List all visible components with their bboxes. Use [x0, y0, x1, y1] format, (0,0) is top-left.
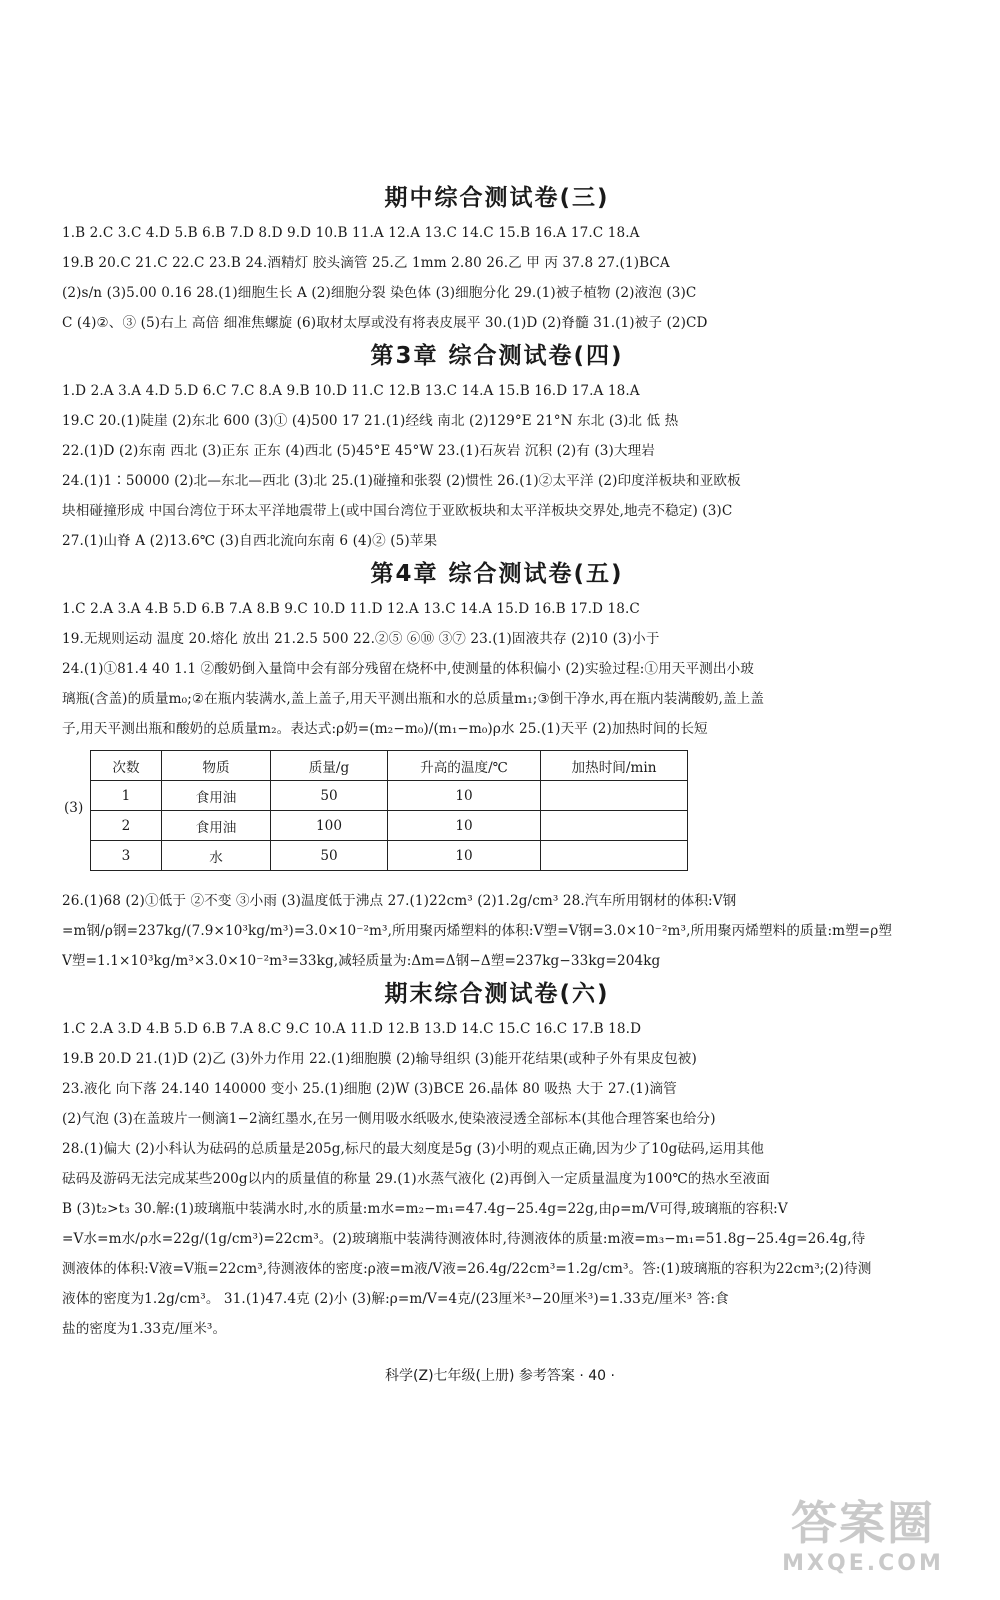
answer-line: 19.C 20.(1)陡崖 (2)东北 600 (3)① (4)500 17 21.(1)经线 南北 (2)129°E 21°N 东北 (3)北 低 热 [62, 413, 679, 429]
table-cell: 50 [271, 841, 388, 871]
answer-line: 22.(1)D (2)东南 西北 (3)正东 正东 (4)西北 (5)45°E 45°W 23.(1)石灰岩 沉积 (2)有 (3)大理岩 [62, 443, 655, 459]
answer-line: 子,用天平测出瓶和酸奶的总质量m₂。表达式:ρ奶=(m₂−m₀)/(m₁−m₀)ρ水 25.(1)天平 (2)加热时间的长短 [62, 721, 708, 737]
section-title-final-6: 期末综合测试卷(六) [384, 981, 610, 1007]
table-header-row [91, 751, 688, 781]
answer-line: (2)s/n (3)5.00 0.16 28.(1)细胞生长 A (2)细胞分裂 染色体 (3)细胞分化 29.(1)被子植物 (2)液泡 (3)C [62, 285, 697, 301]
table-label: (3) [64, 800, 84, 816]
answer-line: 1.B 2.C 3.C 4.D 5.B 6.B 7.D 8.D 9.D 10.B 11.A 12.A 13.C 14.C 15.B 16.A 17.C 18.A [62, 225, 640, 241]
answer-content [62, 180, 932, 1344]
table-header-cell: 物质 [162, 751, 271, 781]
table-header-cell: 质量/g [271, 751, 388, 781]
answer-line: 1.D 2.A 3.A 4.D 5.D 6.C 7.C 8.A 9.B 10.D 11.C 12.B 13.C 14.A 15.B 16.D 17.A 18.A [62, 383, 640, 399]
answer-line: 24.(1)①81.4 40 1.1 ②酸奶倒入量筒中会有部分残留在烧杯中,使测量的体积偏小 (2)实验过程:①用天平测出小玻 [62, 661, 754, 677]
table-row [91, 841, 688, 871]
watermark-logo-text: 答案圈 [791, 1496, 935, 1550]
table-cell: 10 [388, 841, 541, 871]
section-title-midterm-3: 期中综合测试卷(三) [384, 185, 610, 211]
table-header-cell: 升高的温度/℃ [388, 751, 541, 781]
page-footer: 科学(Z)七年级(上册) 参考答案 · 40 · [385, 1368, 615, 1384]
table-cell: 10 [388, 811, 541, 841]
table-header-cell: 次数 [91, 751, 162, 781]
site-watermark [748, 1495, 978, 1595]
answer-line: 19.B 20.D 21.(1)D (2)乙 (3)外力作用 22.(1)细胞膜 (2)输导组织 (3)能开花结果(或种子外有果皮包被) [62, 1051, 697, 1067]
table-row [91, 811, 688, 841]
answer-line: 砝码及游码无法完成某些200g以内的质量值的称量 29.(1)水蒸气液化 (2)再倒入一定质量温度为100℃的热水至液面 [62, 1171, 770, 1187]
watermark-url: MXQE.COM [782, 1551, 944, 1576]
answer-line: 24.(1)1∶50000 (2)北—东北—西北 (3)北 25.(1)碰撞和张裂 (2)惯性 26.(1)②太平洋 (2)印度洋板块和亚欧板 [62, 473, 741, 489]
answer-line: (2)气泡 (3)在盖玻片一侧滴1−2滴红墨水,在另一侧用吸水纸吸水,使染液浸透全部标本(其他合理答案也给分) [62, 1111, 716, 1127]
table-cell: 食用油 [162, 811, 271, 841]
experiment-table-block [62, 750, 932, 880]
answer-line: 26.(1)68 (2)①低于 ②不变 ③小雨 (3)温度低于沸点 27.(1)22cm³ (2)1.2g/cm³ 28.汽车所用钢材的体积:V钢 [62, 893, 737, 909]
table-cell: 50 [271, 781, 388, 811]
answer-line: 块相碰撞形成 中国台湾位于环太平洋地震带上(或中国台湾位于亚欧板块和太平洋板块交界处,地壳不稳定) (3)C [62, 503, 733, 519]
table-cell [541, 811, 688, 841]
table-cell: 食用油 [162, 781, 271, 811]
section-title-chapter-3: 第3章 综合测试卷(四) [370, 343, 624, 369]
answer-line: 27.(1)山脊 A (2)13.6℃ (3)自西北流向东南 6 (4)② (5)苹果 [62, 533, 438, 549]
table-cell: 2 [91, 811, 162, 841]
answer-line: 液体的密度为1.2g/cm³。 31.(1)47.4克 (2)小 (3)解:ρ=m/V=4克/(23厘米³−20厘米³)=1.33克/厘米³ 答:食 [62, 1291, 729, 1307]
answer-line: 1.C 2.A 3.A 4.B 5.D 6.B 7.A 8.B 9.C 10.D 11.D 12.A 13.C 14.A 15.D 16.B 17.D 18.C [62, 601, 640, 617]
answer-line: =m钢/ρ钢=237kg/(7.9×10³kg/m³)=3.0×10⁻²m³,所用聚丙烯塑料的体积:V塑=V钢=3.0×10⁻²m³,所用聚丙烯塑料的质量:m塑=ρ塑 [62, 923, 893, 939]
table-cell: 1 [91, 781, 162, 811]
answer-line: 盐的密度为1.33克/厘米³。 [62, 1321, 227, 1337]
answer-line: B (3)t₂>t₃ 30.解:(1)玻璃瓶中装满水时,水的质量:m水=m₂−m₁=47.4g−25.4g=22g,由ρ=m/V可得,玻璃瓶的容积:V [62, 1201, 788, 1217]
table-header-cell: 加热时间/min [541, 751, 688, 781]
answer-line: 璃瓶(含盖)的质量m₀;②在瓶内装满水,盖上盖子,用天平测出瓶和水的总质量m₁;③倒干净水,再在瓶内装满酸奶,盖上盖 [62, 691, 765, 707]
table-cell: 水 [162, 841, 271, 871]
table-cell: 100 [271, 811, 388, 841]
table-cell: 3 [91, 841, 162, 871]
answer-line: V塑=1.1×10³kg/m³×3.0×10⁻²m³=33kg,减轻质量为:Δm=Δ钢−Δ塑=237kg−33kg=204kg [62, 953, 661, 969]
answer-line: C (4)②、③ (5)右上 高倍 细准焦螺旋 (6)取材太厚或没有将表皮展平 30.(1)D (2)脊髓 31.(1)被子 (2)CD [62, 315, 708, 331]
answer-line: 19.B 20.C 21.C 22.C 23.B 24.酒精灯 胶头滴管 25.乙 1mm 2.80 26.乙 甲 丙 37.8 27.(1)BCA [62, 255, 670, 271]
table-row [91, 781, 688, 811]
answer-line: 1.C 2.A 3.D 4.B 5.D 6.B 7.A 8.C 9.C 10.A 11.D 12.B 13.D 14.C 15.C 16.C 17.B 18.D [62, 1021, 642, 1037]
answer-line: 19.无规则运动 温度 20.熔化 放出 21.2.5 500 22.②⑤ ⑥⑩ ③⑦ 23.(1)固液共存 (2)10 (3)小于 [62, 631, 660, 647]
table-cell [541, 841, 688, 871]
answer-line: 28.(1)偏大 (2)小科认为砝码的总质量是205g,标尺的最大刻度是5g (3)小明的观点正确,因为少了10g砝码,运用其他 [62, 1141, 764, 1157]
answer-line: 23.液化 向下落 24.140 140000 变小 25.(1)细胞 (2)W (3)BCE 26.晶体 80 吸热 大于 27.(1)滴管 [62, 1081, 677, 1097]
experiment-table [90, 750, 688, 871]
table-cell [541, 781, 688, 811]
answer-line: 测液体的体积:V液=V瓶=22cm³,待测液体的密度:ρ液=m液/V液=26.4g/22cm³=1.2g/cm³。答:(1)玻璃瓶的容积为22cm³;(2)待测 [62, 1261, 872, 1277]
answer-line: =V水=m水/ρ水=22g/(1g/cm³)=22cm³。(2)玻璃瓶中装满待测液体时,待测液体的质量:m液=m₃−m₁=51.8g−25.4g=26.4g,待 [62, 1231, 866, 1247]
table-cell: 10 [388, 781, 541, 811]
section-title-chapter-4: 第4章 综合测试卷(五) [370, 561, 624, 587]
